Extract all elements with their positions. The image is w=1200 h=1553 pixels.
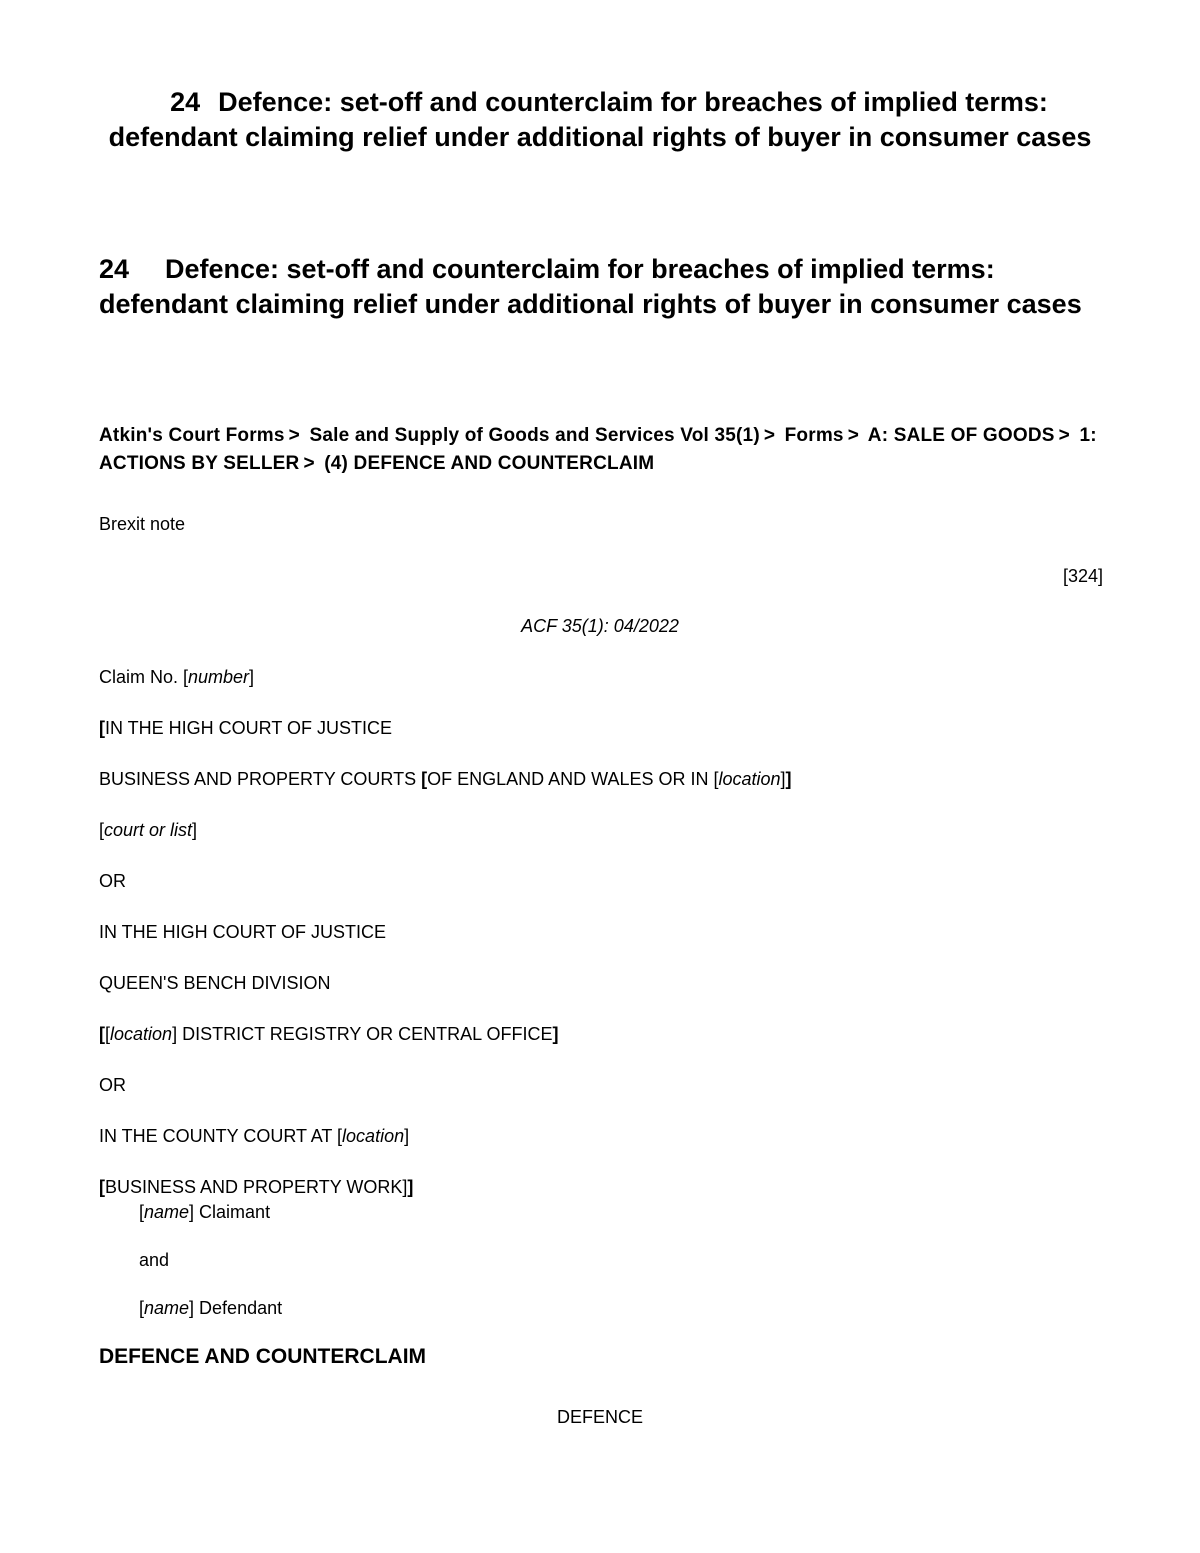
claim-number-line: Claim No. [number] bbox=[99, 667, 255, 687]
court-line-queens-bench: QUEEN'S BENCH DIVISION bbox=[99, 973, 331, 993]
court-line-district-registry: [[location] DISTRICT REGISTRY OR CENTRAL OFFICE] bbox=[99, 1024, 559, 1044]
court-line-high-court-2: IN THE HIGH COURT OF JUSTICE bbox=[99, 922, 387, 942]
or-separator-2: OR bbox=[99, 1075, 126, 1095]
breadcrumb-separator: > bbox=[288, 425, 300, 446]
breadcrumb-item-forms[interactable]: Forms bbox=[784, 425, 844, 446]
breadcrumb-item-volume[interactable]: Sale and Supply of Goods and Services Vol 35(1) bbox=[309, 425, 760, 446]
claimant-line: [name] Claimant bbox=[139, 1202, 271, 1222]
breadcrumb-item-actions-by-seller[interactable]: 1: ACTIONS BY SELLER bbox=[99, 425, 1097, 474]
location-placeholder: location bbox=[718, 769, 781, 789]
breadcrumb-separator: > bbox=[763, 425, 776, 446]
title-number-left: 24 bbox=[99, 254, 130, 284]
court-or-list-line: [court or list] bbox=[99, 820, 198, 840]
location-placeholder: location bbox=[342, 1126, 405, 1146]
document-title-left bbox=[99, 252, 1099, 322]
court-line-business-property: BUSINESS AND PROPERTY COURTS [OF ENGLAND AND WALES OR IN [location]] bbox=[99, 769, 792, 789]
defendant-line: [name] Defendant bbox=[139, 1298, 283, 1318]
section-heading: DEFENCE AND COUNTERCLAIM bbox=[99, 1345, 427, 1368]
brexit-note-link[interactable]: Brexit note bbox=[99, 514, 186, 534]
location-placeholder: location bbox=[110, 1024, 173, 1044]
court-line-business-property-work: [BUSINESS AND PROPERTY WORK]] bbox=[99, 1177, 414, 1197]
subsection-heading: DEFENCE bbox=[556, 1407, 643, 1427]
breadcrumb bbox=[99, 422, 1109, 478]
or-separator: OR bbox=[99, 871, 126, 891]
breadcrumb-separator: > bbox=[1058, 425, 1070, 446]
defendant-name-placeholder: name bbox=[144, 1298, 190, 1318]
breadcrumb-item-defence-counterclaim[interactable]: (4) DEFENCE AND COUNTERCLAIM bbox=[324, 453, 655, 474]
edition-reference: ACF 35(1): 04/2022 bbox=[521, 616, 679, 636]
page-reference: [324] bbox=[1062, 566, 1103, 586]
and-line: and bbox=[139, 1250, 170, 1270]
breadcrumb-item-sale-of-goods[interactable]: A: SALE OF GOODS bbox=[867, 425, 1055, 446]
document-title-centered bbox=[100, 85, 1100, 155]
breadcrumb-item-atkins[interactable]: Atkin's Court Forms bbox=[99, 425, 285, 446]
title-text: Defence: set-off and counterclaim for breaches of implied terms: defendant claiming relief under additional rights of buyer in consumer cases bbox=[108, 87, 1092, 152]
title-text-left: Defence: set-off and counterclaim for breaches of implied terms: defendant claiming relief under additional rights of buyer in consumer cases bbox=[99, 254, 1082, 319]
claim-number-placeholder: number bbox=[188, 667, 250, 687]
breadcrumb-separator: > bbox=[303, 453, 315, 474]
claimant-name-placeholder: name bbox=[144, 1202, 190, 1222]
court-line-high-court: [IN THE HIGH COURT OF JUSTICE bbox=[99, 718, 393, 738]
court-or-list-placeholder: court or list bbox=[104, 820, 193, 840]
title-number: 24 bbox=[170, 87, 201, 117]
court-line-county-court: IN THE COUNTY COURT AT [location] bbox=[99, 1126, 410, 1146]
breadcrumb-separator: > bbox=[847, 425, 859, 446]
